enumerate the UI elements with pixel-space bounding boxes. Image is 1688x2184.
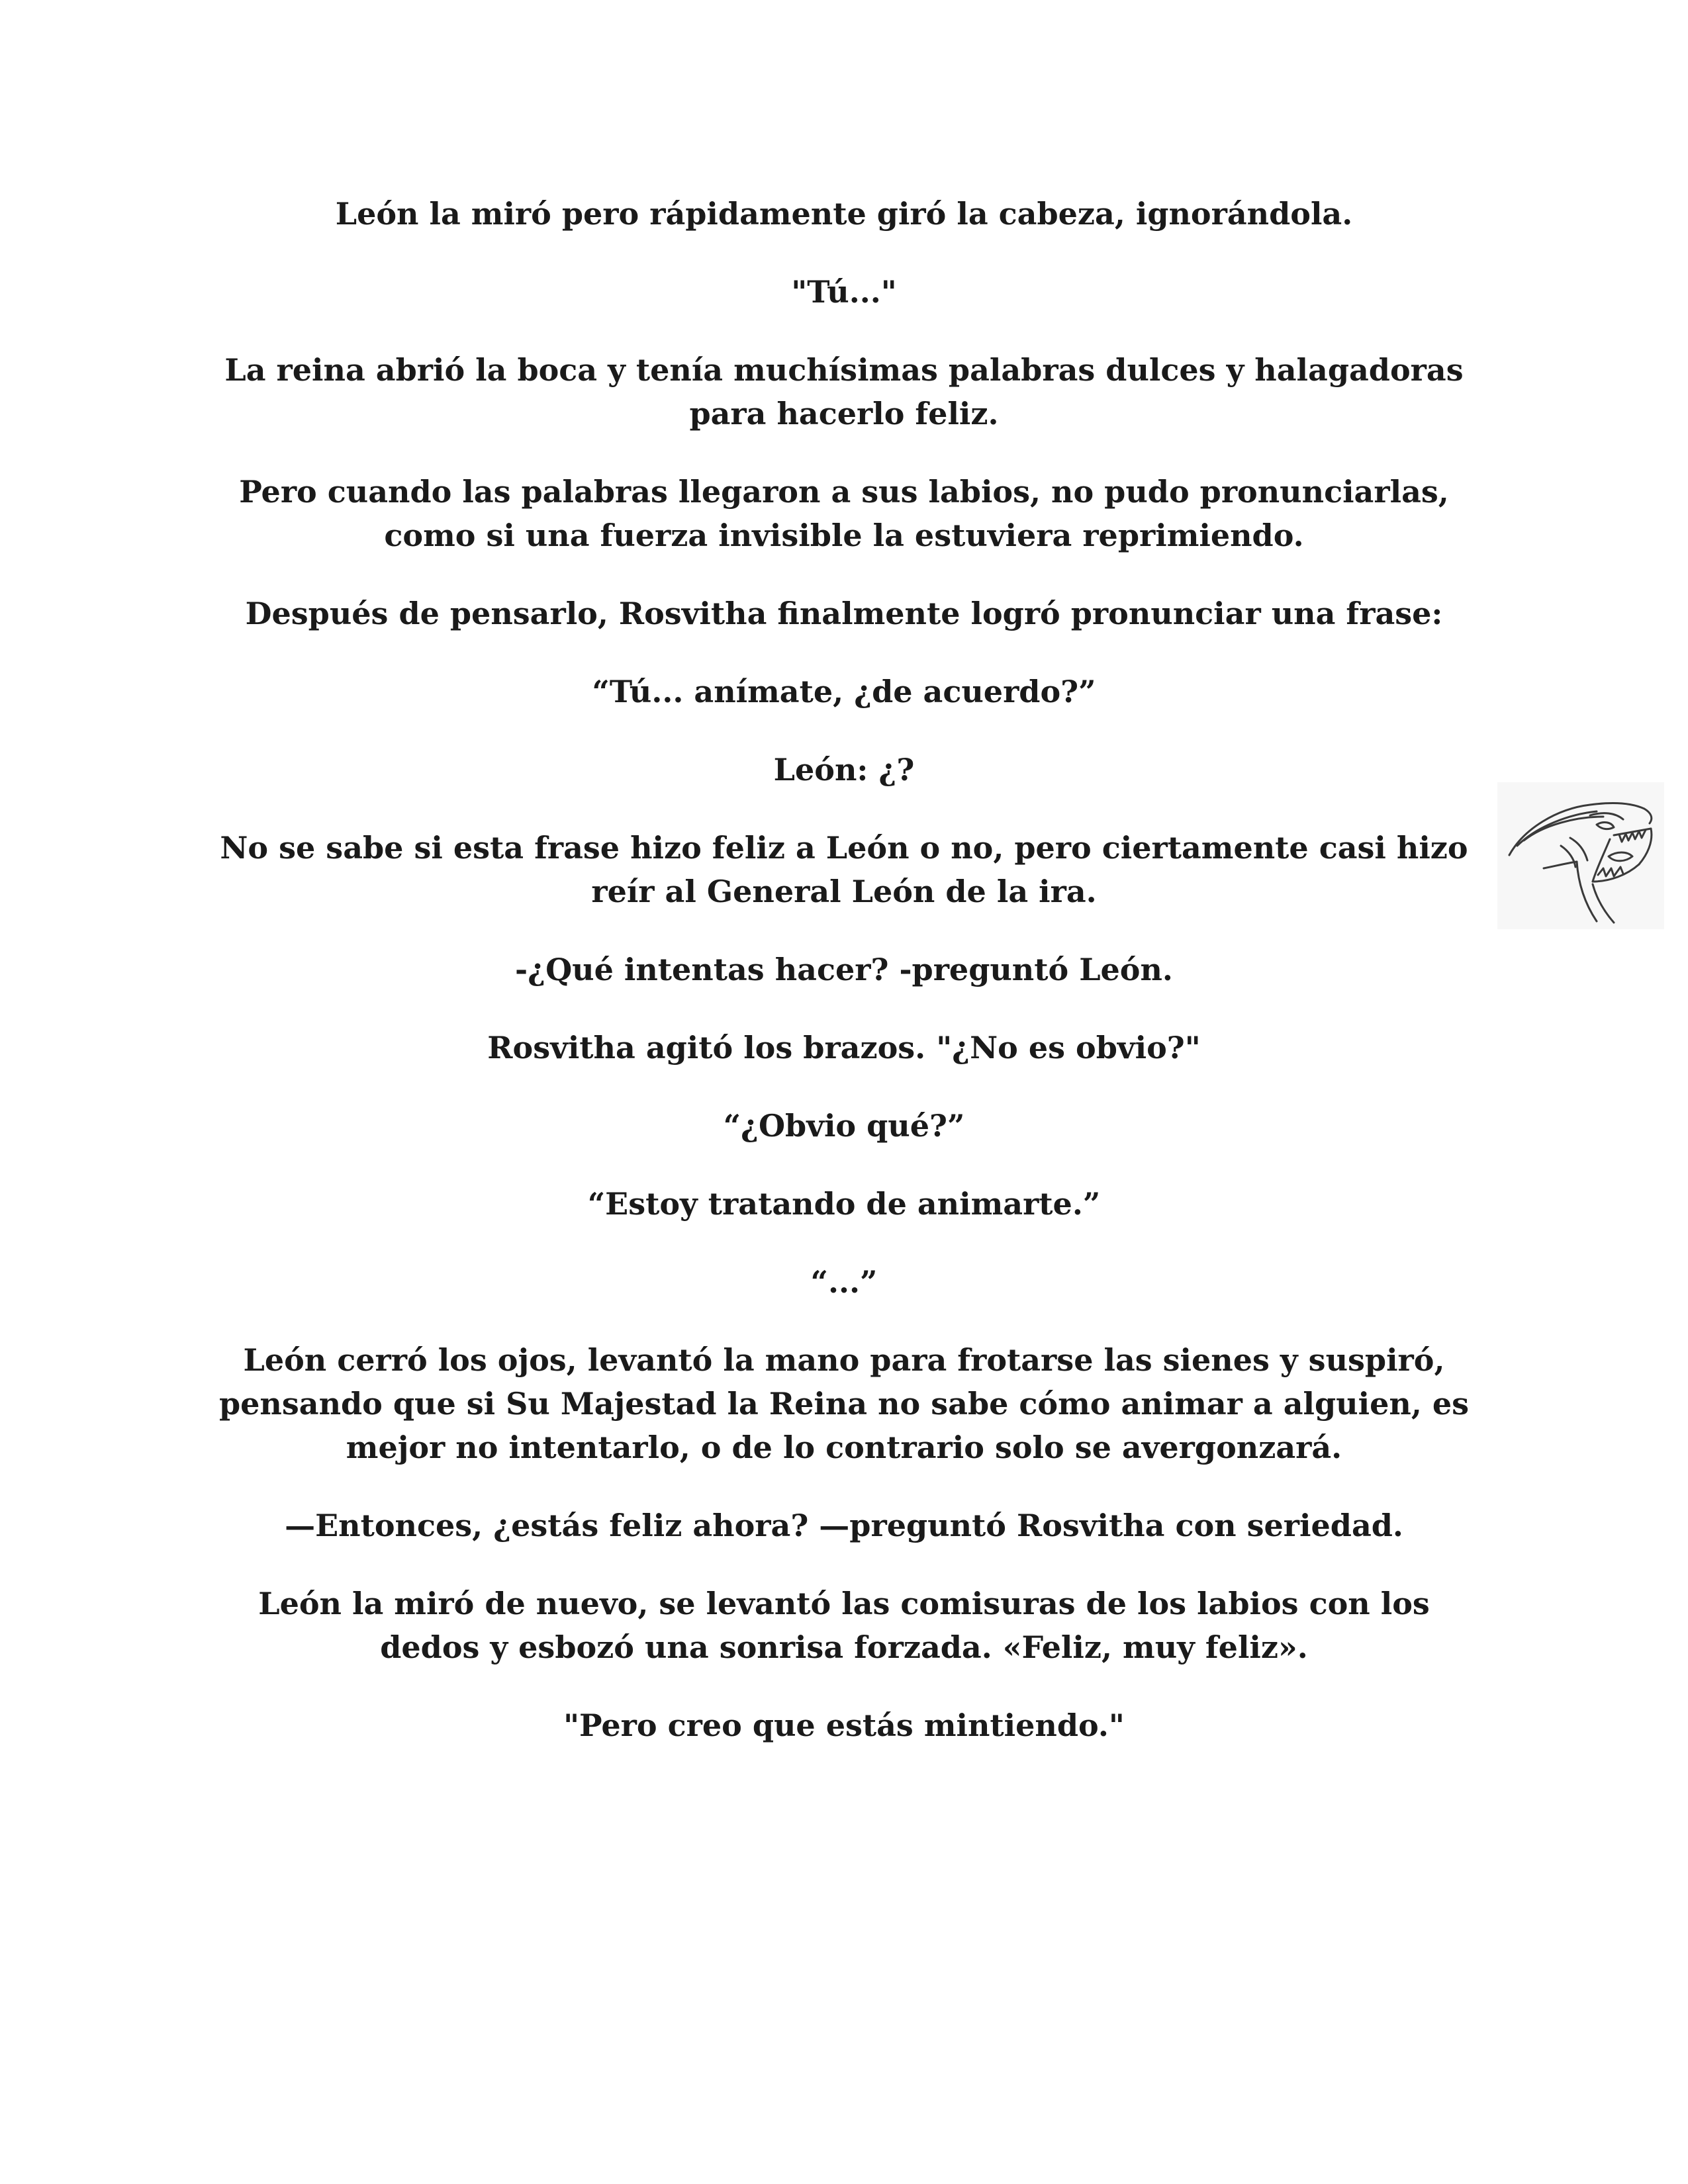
dragon-head-sketch-icon xyxy=(1497,782,1664,929)
paragraph-8: No se sabe si esta frase hizo feliz a León o no, pero ciertamente casi hizo reír al General León de la ira. xyxy=(220,830,1468,909)
paragraph-5: Después de pensarlo, Rosvitha finalmente logró pronunciar una frase: xyxy=(245,596,1443,631)
paragraph-2: "Tú..." xyxy=(791,274,897,310)
paragraph-4: Pero cuando las palabras llegaron a sus labios, no pudo pronunciarlas, como si una fuerza invisible la estuviera reprimiendo. xyxy=(239,474,1449,553)
paragraph-3: La reina abrió la boca y tenía muchísimas palabras dulces y halagadoras para hacerlo feliz. xyxy=(224,352,1464,432)
paragraph-7: León: ¿? xyxy=(773,752,915,788)
paragraph-13: “...” xyxy=(810,1264,878,1300)
paragraph-12: “Estoy tratando de animarte.” xyxy=(587,1186,1101,1222)
paragraph-11: “¿Obvio qué?” xyxy=(723,1108,965,1144)
paragraph-16: León la miró de nuevo, se levantó las comisuras de los labios con los dedos y esbozó una sonrisa forzada. «Feliz, muy feliz». xyxy=(258,1586,1430,1665)
document-body xyxy=(218,192,1470,1782)
paragraph-9: -¿Qué intentas hacer? -preguntó León. xyxy=(515,952,1173,987)
paragraph-6: “Tú... anímate, ¿de acuerdo?” xyxy=(592,674,1096,709)
paragraph-15: —Entonces, ¿estás feliz ahora? —preguntó Rosvitha con seriedad. xyxy=(285,1508,1403,1543)
paragraph-10: Rosvitha agitó los brazos. "¿No es obvio?" xyxy=(487,1030,1201,1066)
paragraph-17: "Pero creo que estás mintiendo." xyxy=(563,1707,1125,1743)
paragraph-1: León la miró pero rápidamente giró la cabeza, ignorándola. xyxy=(335,196,1353,232)
paragraph-14: León cerró los ojos, levantó la mano para frotarse las sienes y suspiró, pensando que si Su Majestad la Reina no sabe cómo animar a alguien, es mejor no intentarlo, o de lo contrario solo se avergonzará. xyxy=(218,1342,1470,1465)
